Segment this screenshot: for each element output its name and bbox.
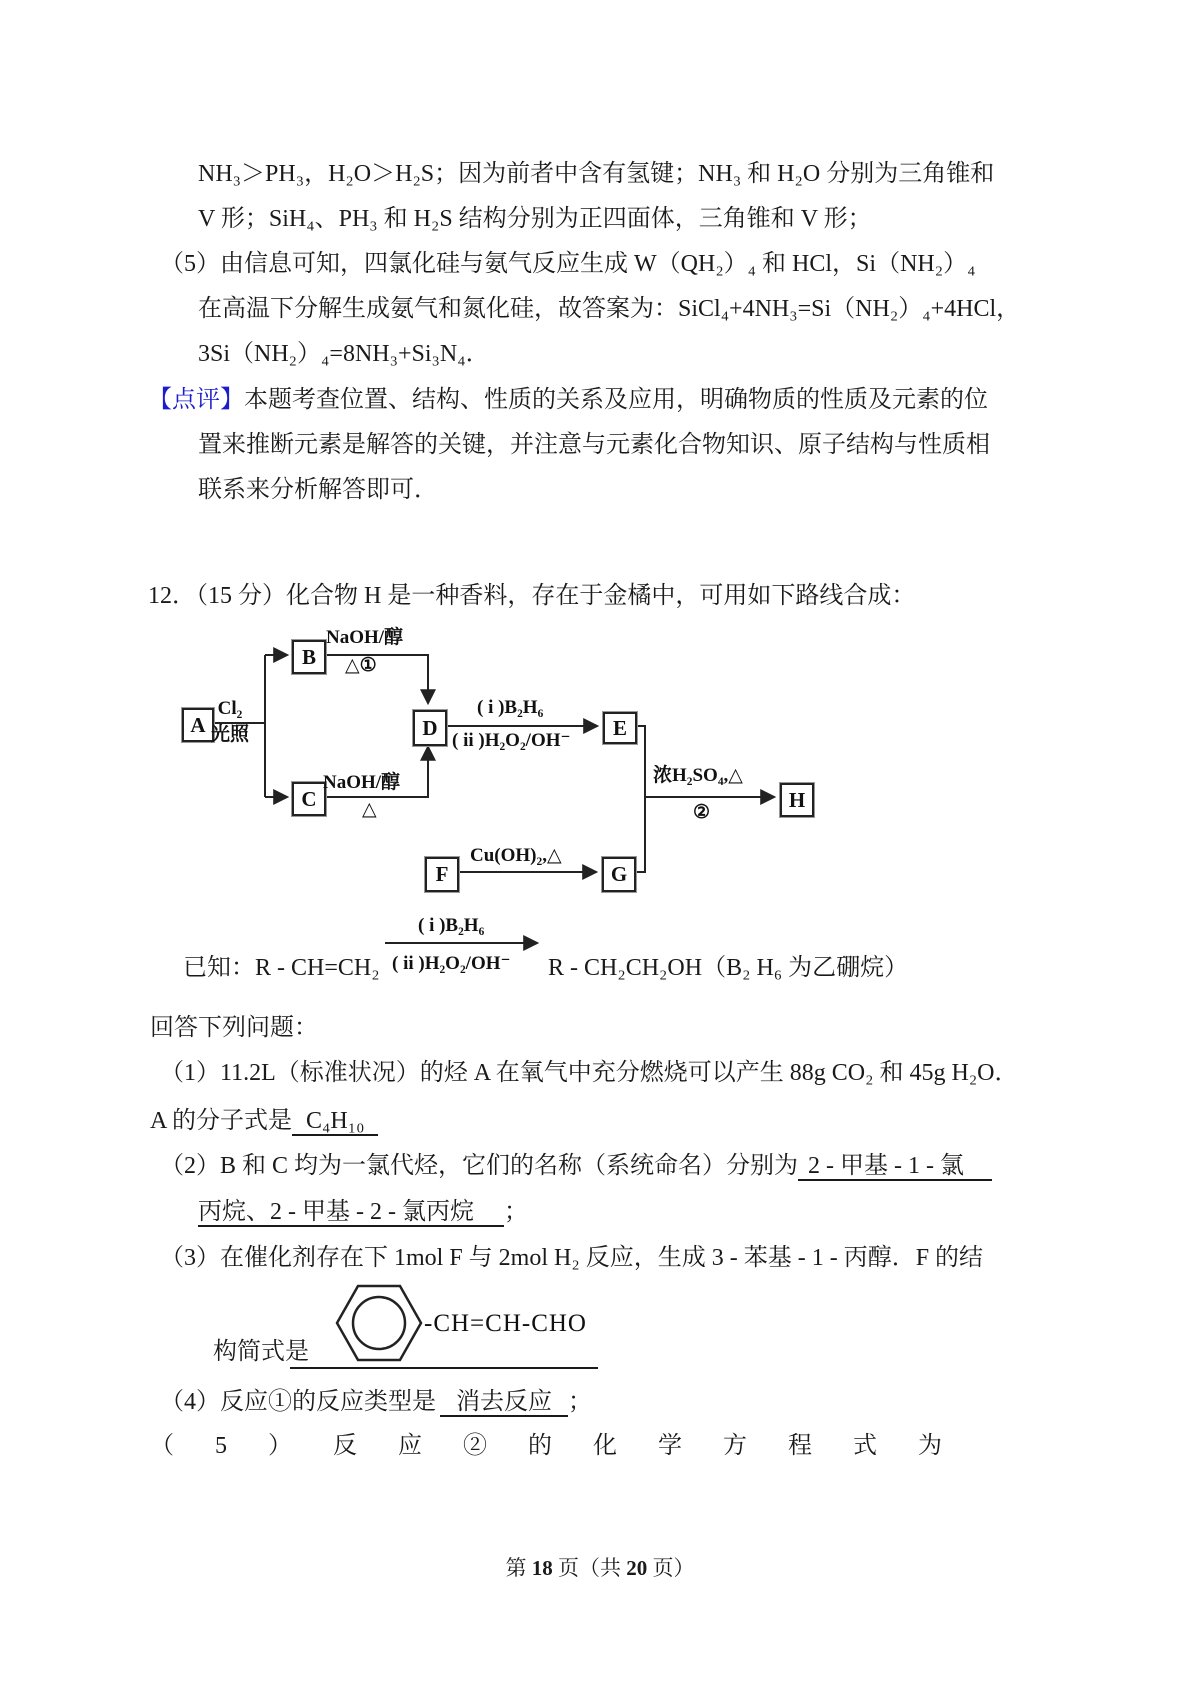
q4-answer: 消去反应 xyxy=(440,1389,568,1417)
answer-line: 3Si（NH₂）₄=8NH₃+Si₃N₄． xyxy=(198,341,490,367)
reagent-label-delta: △ xyxy=(362,799,377,820)
reagent-label-naoh-bottom: NaOH/醇 xyxy=(323,772,401,793)
footer-total-pages: 20 xyxy=(626,1556,648,1580)
answer-line: 在高温下分解生成氨气和氮化硅，故答案为：SiCl₄+4NH₃=Si（NH₂）₄+4HCl， xyxy=(198,296,1021,322)
question-2-answer-line2 xyxy=(198,1196,528,1228)
reagent-label-b2h6: ( i )B₂H₆ xyxy=(477,697,544,718)
answer-line: （5）由信息可知，四氯化硅与氨气反应生成 W（QH₂）₄ 和 HCl，Si（NH₂）₄ xyxy=(160,251,976,277)
benzene-ring-structure xyxy=(334,1280,426,1368)
compound-box-g: G xyxy=(602,857,636,892)
known-arrow-above-label: ( i )B₂H₆ xyxy=(418,915,485,936)
question-2-line xyxy=(160,1150,992,1182)
page-footer xyxy=(0,1552,1200,1582)
reagent-label-naoh-top: NaOH/醇 xyxy=(326,627,404,648)
compound-box-a: A xyxy=(182,708,214,742)
compound-box-f: F xyxy=(425,857,459,892)
compound-box-e: E xyxy=(603,712,637,744)
reagent-label-cuoh2: Cu(OH)₂,△ xyxy=(470,845,562,866)
answer-line: V 形；SiH₄、PH₃ 和 H₂S 结构分别为正四面体，三角锥和 V 形； xyxy=(198,206,872,232)
reagent-label-delta-1: △① xyxy=(345,655,377,676)
comment-text: 本题考查位置、结构、性质的关系及应用，明确物质的性质及元素的位 xyxy=(244,387,988,413)
reagent-label-light: 光照 xyxy=(210,724,249,745)
q4-prefix: （4）反应①的反应类型是 xyxy=(160,1389,436,1415)
known-reaction-right: R - CH₂CH₂OH（B₂ H₆ 为乙硼烷） xyxy=(548,955,909,981)
q2-prefix: （2）B 和 C 均为一氯代烃，它们的名称（系统命名）分别为 xyxy=(160,1153,799,1179)
q1-answer: C₄H₁₀ xyxy=(292,1108,378,1136)
known-arrow-below-label: ( ii )H₂O₂/OH⁻ xyxy=(392,953,511,974)
comment-line xyxy=(148,384,988,416)
reagent-label-cl2: Cl₂ xyxy=(217,698,243,719)
question-3-answer-prefix: 构简式是 xyxy=(213,1339,309,1365)
answer-blank-line xyxy=(290,1367,598,1369)
known-reaction-left: 已知：R - CH=CH₂ xyxy=(183,955,380,981)
footer-middle: 页（共 xyxy=(552,1556,627,1580)
compound-box-d: D xyxy=(413,710,447,746)
reagent-label-circle-2: ② xyxy=(693,802,711,823)
questions-prompt: 回答下列问题： xyxy=(150,1015,318,1041)
question-5-line: （ 5 ） 反 应 ② 的 化 学 方 程 式 为 xyxy=(150,1433,942,1459)
answer-line: NH₃＞PH₃，H₂O＞H₂S；因为前者中含有氢键；NH₃ 和 H₂O 分别为三角锥和 xyxy=(198,161,995,187)
comment-tag: 【点评】 xyxy=(148,387,244,413)
q1-prefix: A 的分子式是 xyxy=(150,1108,293,1134)
compound-box-c: C xyxy=(292,782,326,816)
comment-line: 置来推断元素是解答的关键，并注意与元素化合物知识、原子结构与性质相 xyxy=(198,432,990,458)
question-1-answer-line xyxy=(150,1105,378,1137)
question-heading: 12．（15 分）化合物 H 是一种香料，存在于金橘中，可用如下路线合成： xyxy=(148,583,916,609)
compound-box-b: B xyxy=(292,640,326,674)
q2-answer-part2: 丙烷、2 - 甲基 - 2 - 氯丙烷 xyxy=(198,1199,504,1227)
structure-chain-text: -CH=CH-CHO xyxy=(424,1310,587,1337)
q4-suffix: ； xyxy=(568,1389,592,1415)
reagent-label-h2so4: 浓H₂SO₄,△ xyxy=(653,765,743,786)
question-4-line xyxy=(160,1386,592,1418)
footer-page-number: 18 xyxy=(531,1556,553,1580)
footer-suffix: 页） xyxy=(647,1556,695,1580)
comment-line: 联系来分析解答即可． xyxy=(198,477,438,503)
question-1-line: （1）11.2L（标准状况）的烃 A 在氧气中充分燃烧可以产生 88g CO₂ 和 45g H₂O． xyxy=(160,1060,1019,1086)
footer-prefix: 第 xyxy=(505,1556,532,1580)
question-3-line: （3）在催化剂存在下 1mol F 与 2mol H₂ 反应，生成 3 - 苯基 - 1 - 丙醇．F 的结 xyxy=(160,1245,984,1271)
reagent-label-h2o2: ( ii )H₂O₂/OH⁻ xyxy=(452,730,571,751)
q2-suffix: ； xyxy=(503,1199,528,1225)
q2-answer-part1: 2 - 甲基 - 1 - 氯 xyxy=(798,1153,992,1181)
compound-box-h: H xyxy=(780,783,814,817)
